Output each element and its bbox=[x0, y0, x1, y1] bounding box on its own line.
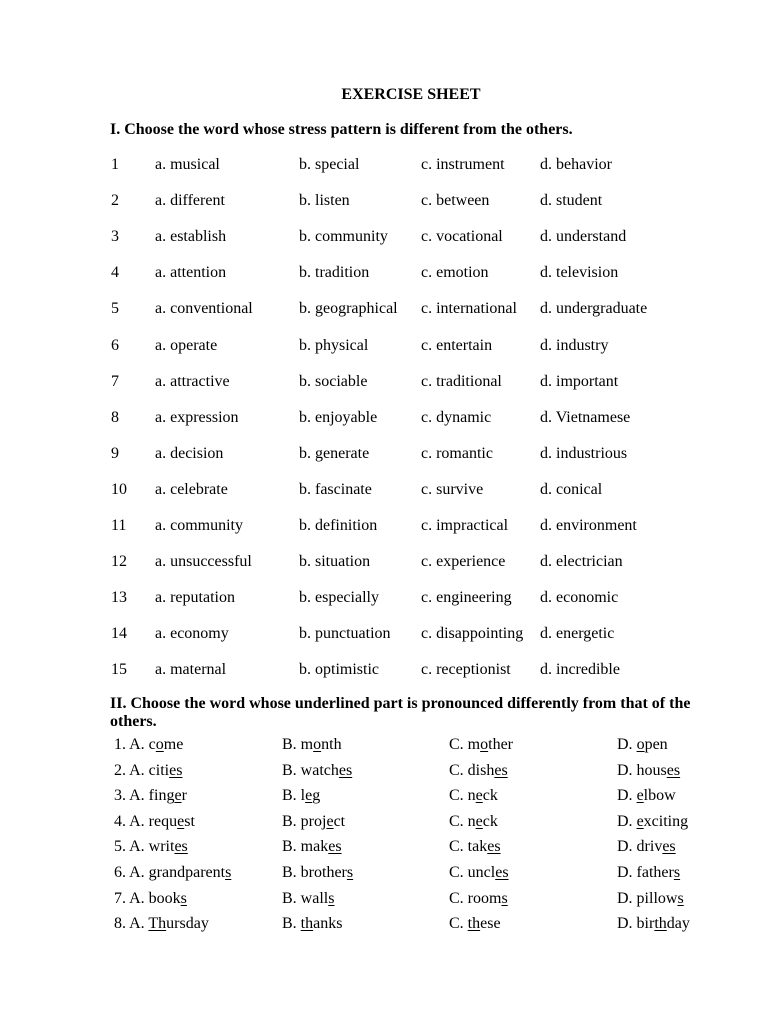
option-suffix: g bbox=[312, 787, 321, 805]
option-b bbox=[282, 914, 342, 934]
option-prefix: C. room bbox=[449, 889, 502, 907]
question-number: 11 bbox=[111, 517, 127, 534]
underlined-part: Th bbox=[148, 915, 167, 933]
pronunciation-row bbox=[0, 812, 768, 832]
option-b: b. geographical bbox=[299, 300, 398, 318]
option-c: c. survive bbox=[421, 480, 484, 498]
pronunciation-row bbox=[0, 863, 768, 883]
option-a bbox=[114, 735, 183, 755]
option-a: a. economy bbox=[155, 625, 229, 643]
option-d: d. industrious bbox=[540, 444, 628, 462]
option-c bbox=[449, 735, 513, 755]
option-c bbox=[449, 837, 501, 857]
question-row bbox=[0, 408, 768, 428]
option-a: a. operate bbox=[155, 336, 218, 354]
question-number: 5 bbox=[111, 300, 119, 318]
option-prefix: B. m bbox=[282, 736, 314, 753]
underlined-part: s bbox=[180, 889, 187, 907]
option-d: d. understand bbox=[540, 228, 627, 246]
option-c: c. international bbox=[421, 300, 517, 318]
underlined-part: es bbox=[495, 864, 509, 881]
option-suffix: ther bbox=[488, 736, 513, 753]
option-suffix: ck bbox=[482, 812, 498, 830]
option-d: d. television bbox=[540, 264, 619, 282]
option-b: b. fascinate bbox=[299, 480, 372, 498]
option-b bbox=[282, 786, 320, 806]
option-a bbox=[114, 812, 195, 832]
option-d: d. undergraduate bbox=[540, 300, 648, 318]
pronunciation-row bbox=[0, 761, 768, 781]
option-prefix: D. hous bbox=[617, 761, 667, 779]
option-b: b. physical bbox=[299, 336, 369, 354]
option-b: b. listen bbox=[299, 192, 350, 210]
question-number: 9 bbox=[111, 444, 119, 462]
option-c bbox=[449, 889, 508, 909]
option-suffix: anks bbox=[313, 915, 343, 933]
pronunciation-row bbox=[0, 914, 768, 934]
option-prefix: B. wall bbox=[282, 889, 329, 907]
option-c: c. disappointing bbox=[421, 625, 524, 643]
option-d: d. important bbox=[540, 372, 619, 390]
underlined-part: o bbox=[480, 736, 489, 753]
option-a: a. musical bbox=[155, 156, 220, 173]
question-number: 10 bbox=[111, 480, 127, 498]
underlined-part: es bbox=[494, 761, 508, 779]
question-number: 14 bbox=[111, 625, 127, 643]
option-suffix: ese bbox=[480, 915, 501, 933]
option-d bbox=[617, 863, 680, 883]
underlined-part: e bbox=[326, 812, 334, 830]
option-a: a. maternal bbox=[155, 661, 227, 679]
option-c bbox=[449, 786, 498, 806]
option-c: c. emotion bbox=[421, 264, 489, 282]
question-number: 3 bbox=[111, 228, 119, 246]
option-suffix: nth bbox=[321, 736, 342, 753]
option-d bbox=[617, 837, 676, 857]
option-suffix: r bbox=[181, 787, 187, 805]
underlined-part: es bbox=[169, 761, 183, 779]
option-a: a. attention bbox=[155, 264, 227, 282]
option-a: a. unsuccessful bbox=[155, 553, 252, 571]
option-a: a. community bbox=[155, 517, 243, 534]
option-prefix: 8. A. bbox=[114, 915, 149, 933]
underlined-part: e bbox=[177, 812, 185, 830]
underlined-part: s bbox=[328, 889, 335, 907]
question-row bbox=[0, 444, 768, 464]
option-a bbox=[114, 837, 188, 857]
option-a: a. different bbox=[155, 192, 225, 210]
option-suffix: me bbox=[163, 736, 184, 753]
underlined-part: e bbox=[475, 787, 483, 805]
option-b: b. enjoyable bbox=[299, 408, 378, 426]
option-prefix: D. driv bbox=[617, 838, 663, 856]
pronunciation-row bbox=[0, 889, 768, 909]
option-prefix: C. tak bbox=[449, 838, 488, 856]
option-b bbox=[282, 761, 352, 781]
option-prefix: 7. A. book bbox=[114, 889, 181, 907]
underlined-part: s bbox=[346, 864, 354, 881]
underlined-part: o bbox=[636, 736, 645, 753]
question-number: 4 bbox=[111, 264, 119, 282]
option-prefix: D. bbox=[617, 787, 637, 805]
option-prefix: C. uncl bbox=[449, 864, 496, 881]
option-suffix: lbow bbox=[643, 787, 676, 805]
option-b bbox=[282, 837, 342, 857]
option-c: c. traditional bbox=[421, 372, 502, 390]
option-b: b. situation bbox=[299, 553, 371, 571]
option-b bbox=[282, 863, 353, 883]
option-prefix: 2. A. citi bbox=[114, 761, 170, 779]
underlined-part: es bbox=[487, 838, 501, 856]
option-suffix: pen bbox=[644, 736, 668, 753]
option-prefix: C. bbox=[449, 915, 468, 933]
underlined-part: e bbox=[636, 787, 644, 805]
option-a: a. decision bbox=[155, 444, 224, 462]
underlined-part: e bbox=[305, 787, 313, 805]
option-prefix: 1. A. c bbox=[114, 736, 156, 753]
option-b: b. community bbox=[299, 228, 388, 246]
option-a: a. expression bbox=[155, 408, 239, 426]
option-prefix: B. proj bbox=[282, 812, 327, 830]
question-row bbox=[0, 516, 768, 536]
option-b bbox=[282, 889, 334, 909]
option-d: d. electrician bbox=[540, 553, 623, 571]
option-d: d. Vietnamese bbox=[540, 408, 631, 426]
option-prefix: D. father bbox=[617, 864, 674, 881]
option-d: d. industry bbox=[540, 336, 609, 354]
underlined-part: es bbox=[328, 838, 342, 856]
option-b bbox=[282, 735, 342, 755]
underlined-part: s bbox=[673, 864, 681, 881]
option-b bbox=[282, 812, 345, 832]
option-suffix: ct bbox=[333, 812, 346, 830]
option-suffix: ck bbox=[482, 787, 498, 805]
option-a: a. celebrate bbox=[155, 480, 228, 498]
question-row bbox=[0, 624, 768, 644]
option-d: d. conical bbox=[540, 480, 603, 498]
option-d: d. incredible bbox=[540, 661, 620, 679]
option-b: b. generate bbox=[299, 444, 370, 462]
underlined-part: o bbox=[155, 736, 164, 753]
option-c bbox=[449, 812, 498, 832]
pronunciation-row bbox=[0, 837, 768, 857]
section2-heading: II. Choose the word whose underlined part is pronounced differently from that of the others. bbox=[110, 695, 691, 730]
question-row bbox=[0, 263, 768, 283]
option-prefix: 6. A. grandparent bbox=[114, 864, 226, 881]
question-row bbox=[0, 227, 768, 247]
question-number: 6 bbox=[111, 336, 119, 354]
option-d bbox=[617, 889, 684, 909]
underlined-part: es bbox=[666, 761, 681, 779]
question-number: 7 bbox=[111, 372, 119, 390]
underlined-part: s bbox=[677, 889, 684, 907]
underlined-part: s bbox=[225, 864, 232, 881]
underlined-part: e bbox=[636, 812, 644, 830]
option-b: b. optimistic bbox=[299, 661, 379, 679]
underlined-part: o bbox=[313, 736, 322, 753]
question-row bbox=[0, 660, 768, 680]
option-d: d. energetic bbox=[540, 625, 615, 643]
underlined-part: es bbox=[338, 761, 353, 779]
question-row bbox=[0, 336, 768, 356]
question-number: 1 bbox=[111, 156, 119, 173]
option-a: a. attractive bbox=[155, 372, 230, 390]
underlined-part: th bbox=[467, 915, 481, 933]
option-c: c. impractical bbox=[421, 517, 509, 534]
option-prefix: 5. A. writ bbox=[114, 838, 175, 856]
option-c bbox=[449, 863, 509, 883]
question-row bbox=[0, 588, 768, 608]
option-prefix: D. pillow bbox=[617, 889, 678, 907]
option-d bbox=[617, 786, 676, 806]
option-b: b. sociable bbox=[299, 372, 368, 390]
option-a bbox=[114, 761, 182, 781]
option-b: b. special bbox=[299, 156, 360, 173]
option-c: c. vocational bbox=[421, 228, 503, 246]
option-b: b. punctuation bbox=[299, 625, 391, 643]
option-c: c. dynamic bbox=[421, 408, 492, 426]
option-prefix: C. n bbox=[449, 787, 476, 805]
option-d: d. economic bbox=[540, 589, 619, 607]
underlined-part: s bbox=[501, 889, 508, 907]
option-a bbox=[114, 863, 231, 883]
question-number: 8 bbox=[111, 408, 119, 426]
option-suffix: day bbox=[666, 915, 690, 933]
pronunciation-row bbox=[0, 735, 768, 755]
option-d bbox=[617, 761, 680, 781]
underlined-part: es bbox=[174, 838, 188, 856]
option-prefix: B. brother bbox=[282, 864, 347, 881]
option-prefix: B. bbox=[282, 915, 301, 933]
option-prefix: C. m bbox=[449, 736, 481, 753]
option-prefix: 3. A. fing bbox=[114, 787, 175, 805]
option-prefix: B. l bbox=[282, 787, 306, 805]
option-d: d. student bbox=[540, 192, 603, 210]
option-prefix: D. bir bbox=[617, 915, 655, 933]
question-row bbox=[0, 155, 768, 175]
option-c: c. experience bbox=[421, 553, 506, 571]
option-prefix: C. n bbox=[449, 812, 476, 830]
option-prefix: D. bbox=[617, 736, 637, 753]
option-a: a. reputation bbox=[155, 589, 235, 607]
option-b: b. especially bbox=[299, 589, 379, 607]
option-prefix: B. mak bbox=[282, 838, 329, 856]
option-c: c. instrument bbox=[421, 156, 505, 173]
option-a bbox=[114, 914, 209, 934]
option-suffix: ursday bbox=[166, 915, 209, 933]
option-prefix: 4. A. requ bbox=[114, 812, 178, 830]
option-suffix: st bbox=[184, 812, 195, 830]
question-number: 15 bbox=[111, 661, 127, 679]
question-row bbox=[0, 372, 768, 392]
underlined-part: e bbox=[475, 812, 483, 830]
option-a: a. establish bbox=[155, 228, 227, 246]
underlined-part: es bbox=[662, 838, 676, 856]
option-d bbox=[617, 812, 688, 832]
option-prefix: D. bbox=[617, 812, 637, 830]
question-number: 2 bbox=[111, 192, 119, 210]
option-c bbox=[449, 761, 508, 781]
option-a bbox=[114, 786, 187, 806]
option-c: c. between bbox=[421, 192, 490, 210]
question-row bbox=[0, 552, 768, 572]
question-row bbox=[0, 299, 768, 319]
option-b: b. tradition bbox=[299, 264, 370, 282]
question-row bbox=[0, 480, 768, 500]
option-d bbox=[617, 735, 668, 755]
option-c: c. receptionist bbox=[421, 661, 511, 679]
option-prefix: B. watch bbox=[282, 761, 339, 779]
option-d bbox=[617, 914, 690, 934]
option-b: b. definition bbox=[299, 517, 378, 534]
question-number: 13 bbox=[111, 589, 127, 607]
option-c: c. romantic bbox=[421, 444, 493, 462]
question-row bbox=[0, 191, 768, 211]
option-c: c. entertain bbox=[421, 336, 493, 354]
underlined-part: th bbox=[300, 915, 314, 933]
option-d: d. environment bbox=[540, 517, 637, 534]
page-title: EXERCISE SHEET bbox=[341, 86, 481, 103]
option-a bbox=[114, 889, 187, 909]
section1-heading: I. Choose the word whose stress pattern is different from the others. bbox=[110, 121, 573, 138]
option-c: c. engineering bbox=[421, 589, 512, 607]
option-d: d. behavior bbox=[540, 156, 612, 173]
option-prefix: C. dish bbox=[449, 761, 495, 779]
underlined-part: e bbox=[174, 787, 182, 805]
option-c bbox=[449, 914, 501, 934]
option-suffix: xciting bbox=[643, 812, 689, 830]
option-a: a. conventional bbox=[155, 300, 253, 318]
underlined-part: th bbox=[654, 915, 667, 933]
pronunciation-row bbox=[0, 786, 768, 806]
question-number: 12 bbox=[111, 553, 127, 571]
